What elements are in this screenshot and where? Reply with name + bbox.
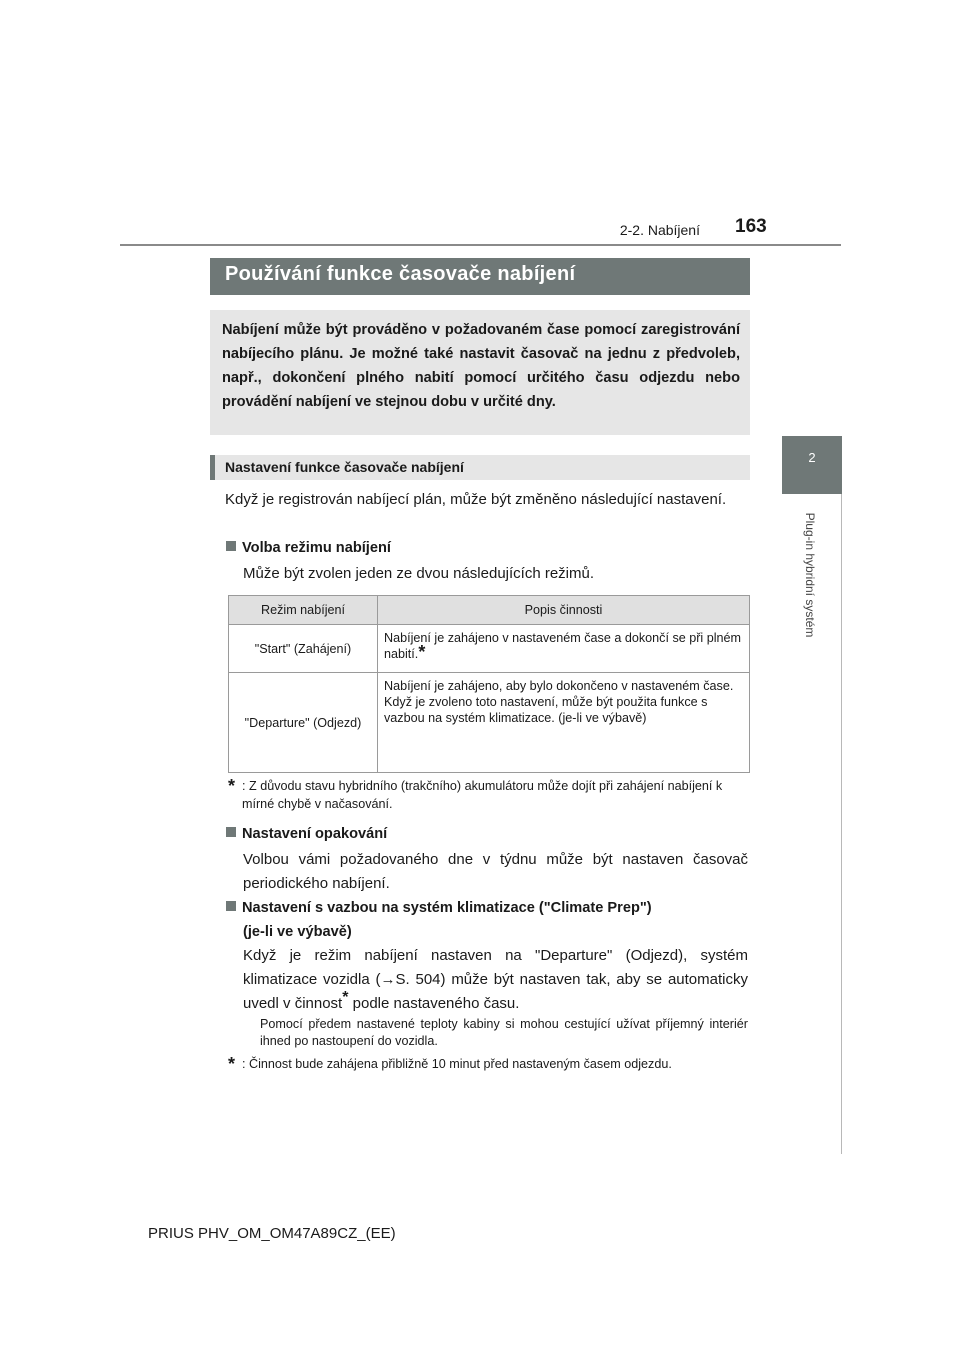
climate-text xyxy=(243,944,748,1016)
footnote xyxy=(228,777,748,813)
subsection-accent xyxy=(210,455,215,480)
square-bullet-icon xyxy=(226,541,236,551)
table-header-row xyxy=(229,596,750,625)
repeat-text: Volbou vámi požadovaného dne v týdnu může být nastaven časovač periodického nabíjení. xyxy=(243,851,748,892)
section-title: 2-2. Nabíjení xyxy=(619,222,700,238)
subsection-bar xyxy=(210,455,750,480)
square-bullet-icon xyxy=(226,827,236,837)
table-cell-mode: "Departure" (Odjezd) xyxy=(229,673,378,773)
table-header-mode: Režim nabíjení xyxy=(229,596,378,625)
page-title: Používání funkce časovače nabíjení xyxy=(225,263,576,285)
square-bullet-icon xyxy=(226,901,236,911)
climate-text-part: Když je režim nabíjení nastaven na "Departure" (Odjezd), systém klimatizace vozidla ( xyxy=(243,947,748,988)
footnote-marker: * xyxy=(418,642,426,662)
table-cell-description xyxy=(378,673,750,773)
repeat-heading-text: Nastavení opakování xyxy=(242,826,388,842)
side-rule xyxy=(841,494,842,1154)
table-header-description: Popis činnosti xyxy=(378,596,750,625)
climate-heading xyxy=(226,896,746,944)
climate-page-reference[interactable]: S. 504) může být nastaven tak, aby se automaticky uvedl v činnost xyxy=(243,971,748,1012)
footnote xyxy=(228,1055,748,1073)
description-text: Když je zvoleno toto nastavení, může být použita funkce s vazbou na systém klimatizace. (je-li ve výbavě) xyxy=(384,695,708,725)
charging-modes-table xyxy=(228,595,750,773)
page-number: 163 xyxy=(735,216,767,237)
footnote-marker: * xyxy=(228,776,236,796)
header-rule xyxy=(120,244,841,246)
chapter-tab xyxy=(782,436,842,494)
document-code: PRIUS PHV_OM_OM47A89CZ_(EE) xyxy=(148,1225,396,1242)
table-cell-description xyxy=(378,625,750,673)
chapter-title: Plug-in hybridní systém xyxy=(803,512,817,638)
chapter-number: 2 xyxy=(808,450,816,465)
climate-text-part: podle nastaveného času. xyxy=(348,995,520,1012)
footnote-text: : Činnost bude zahájena přibližně 10 minut před nastaveným časem odjezdu. xyxy=(242,1057,672,1071)
table-cell-mode: "Start" (Zahájení) xyxy=(229,625,378,673)
footnote-text: : Z důvodu stavu hybridního (trakčního) akumulátoru může dojít při zahájení nabíjení k mírné chybě v načasování. xyxy=(242,779,723,811)
page-title-bar xyxy=(210,258,750,295)
climate-heading-text: Nastavení s vazbou na systém klimatizace ("Climate Prep") xyxy=(242,900,652,916)
repeat-heading xyxy=(226,822,387,846)
description-text: Nabíjení je zahájeno v nastaveném čase a dokončí se při plném nabití. xyxy=(384,631,742,661)
footnote-marker: * xyxy=(342,989,349,1006)
intro-paragraph: Když je registrován nabíjecí plán, může být změněno následující nastavení. xyxy=(225,491,727,508)
climate-heading-text-2: (je-li ve výbavě) xyxy=(243,924,352,940)
intro-box: Nabíjení může být prováděno v požadovaném čase pomocí zaregistrování nabíjecího plánu. Je možné také nastavit časovač na jednu z předvoleb, např., dokončení plného nabití pomocí určitého času odjezdu nebo provádění nabíjení ve stejnou dobu v určité dny. xyxy=(210,310,750,435)
description-text: Nabíjení je zahájeno, aby bylo dokončeno v nastaveném čase. xyxy=(384,679,734,693)
mode-select-heading xyxy=(226,536,391,560)
footnote-marker: * xyxy=(228,1054,236,1074)
table-row xyxy=(229,625,750,673)
mode-select-text: Může být zvolen jeden ze dvou následujících režimů. xyxy=(243,565,595,582)
subsection-title: Nastavení funkce časovače nabíjení xyxy=(225,459,464,475)
mode-select-heading-text: Volba režimu nabíjení xyxy=(242,540,391,556)
table-row xyxy=(229,673,750,773)
climate-note: Pomocí předem nastavené teploty kabiny si mohou cestující užívat příjemný interiér ihned po nastoupení do vozidla. xyxy=(260,1017,748,1048)
arrow-icon: → xyxy=(380,971,396,988)
